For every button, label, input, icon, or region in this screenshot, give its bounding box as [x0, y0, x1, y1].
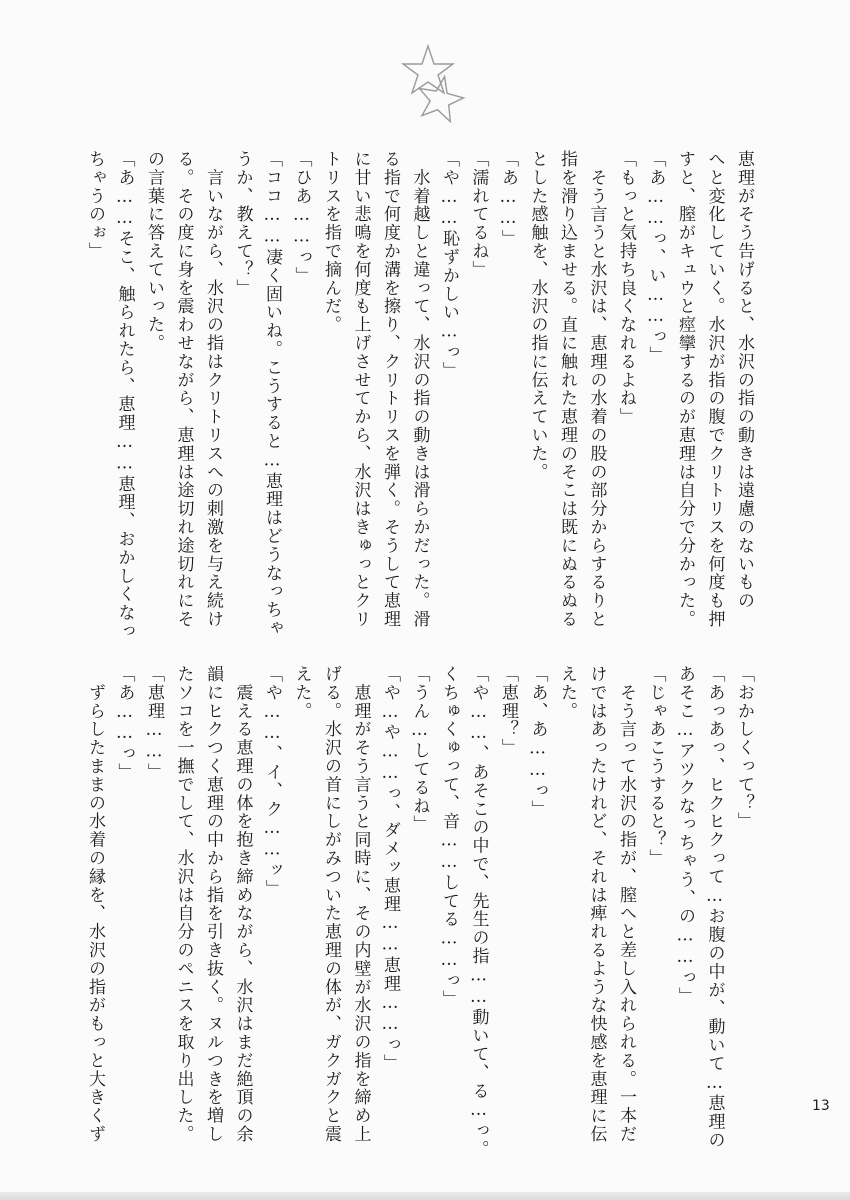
text-line: すと、膣がキュウと痙攣するのが恵理は自分で分かった。: [675, 150, 695, 629]
text-line: 「濡れてるね」: [468, 150, 489, 279]
text-line: くちゅくゅって、音……してる……っ」: [439, 665, 459, 1009]
text-line: 「おかしくって？」: [734, 665, 754, 831]
page-number: 13: [812, 1098, 830, 1114]
text-line: 「ひあ……っ」: [291, 150, 312, 285]
text-line: 震える恵理の体を抱き締めながら、水沢はまだ絶頂の余: [232, 665, 253, 1144]
text-line: 「ココ……凄く固いね。こうすると…恵理はどうなっちゃ: [262, 150, 282, 638]
text-line: あそこ…アツクなっちゃう、の……っ」: [675, 665, 695, 1006]
text-line: そう言うと水沢は、恵理の水着の股の部分からするりと: [586, 150, 607, 629]
text-line: 恵理がそう言うと同時に、その内壁が水沢の指を締め上: [350, 665, 371, 1144]
text-line: 「あ……っ」: [114, 665, 135, 782]
text-line: けではあったけれど、それは痺れるような快感を恵理に伝: [586, 665, 607, 1144]
text-line: 「恵理……」: [144, 665, 164, 782]
text-line: 「や……、イ、ク……ッ」: [262, 665, 282, 898]
text-line: えた。: [557, 665, 577, 721]
text-line: 恵理がそう告げると、水沢の指の動きは遠慮のないもの: [734, 150, 754, 610]
text-line: 「恵理？」: [498, 665, 518, 757]
text-line: 「や…や……っ、ダメッ恵理……恵理……っ」: [380, 665, 400, 1073]
top-text-block: [80, 150, 759, 650]
text-line: うか、教えて？」: [232, 150, 253, 298]
text-line: そう言って水沢の指が、膣へと差し入れられる。一本だ: [616, 665, 636, 1144]
text-line: えた。: [291, 665, 312, 721]
text-line: 「じゃあこうすると？」: [645, 665, 666, 868]
text-line: 「うん…してるね」: [409, 665, 430, 834]
text-line: ちゃうのぉ」: [85, 150, 105, 261]
text-line: に甘い悲鳴を何度も上げさせてから、水沢はきゅっとクリ: [350, 150, 371, 629]
text-line: ずらしたままの水着の縁を、水沢の指がもっと大きくず: [85, 665, 105, 1144]
text-line: 「あ……そこ、触られたら、恵理……恵理、おかしくなっ: [114, 150, 135, 641]
text-line: 「や……恥ずかしい…っ」: [439, 150, 459, 380]
text-line: 「や……、あそこの中で、先生の指……動いて、る…っ。: [468, 665, 489, 1159]
text-line: の言葉に答えていった。: [144, 150, 164, 353]
text-line: る。その度に身を震わせながら、恵理は途切れ途切れにそ: [173, 150, 194, 629]
text-line: 韻にヒクつく恵理の中から指を引き抜く。ヌルつきを増し: [203, 665, 223, 1144]
text-line: 「あ……っ、い……っ」: [645, 150, 666, 365]
text-line: る指で何度か溝を擦り、クリトリスを弾く。そうして恵理: [380, 150, 400, 629]
text-line: 「あ、あ……っ」: [527, 665, 548, 819]
text-line: 「あ……」: [498, 150, 518, 248]
text-line: 言いながら、水沢の指はクリトリスへの刺激を与え続け: [203, 150, 223, 629]
star-outline-2: [414, 72, 467, 123]
text-line: へと変化していく。水沢が指の腹でクリトリスを何度も押: [704, 150, 725, 629]
text-line: 指を滑り込ませる。直に触れた恵理のそこは既にぬるぬる: [557, 150, 577, 629]
text-line: 「もっと気持ち良くなれるよね」: [616, 150, 636, 426]
double-star-icon: [398, 42, 468, 132]
text-line: 「あっあっ、ヒクヒクって…お腹の中が、動いて…恵理の: [704, 665, 725, 1150]
text-line: 水着越しと違って、水沢の指の動きは滑らかだった。滑: [409, 150, 430, 629]
bottom-text-block: [80, 665, 759, 1185]
text-line: とした感触を、水沢の指に伝えていた。: [527, 150, 548, 482]
text-line: げる。水沢の首にしがみついた恵理の体が、ガクガクと震: [321, 665, 341, 1144]
text-line: トリスを指で摘んだ。: [321, 150, 341, 334]
text-line: たソコを一撫でして、水沢は自分のペニスを取り出した。: [173, 665, 194, 1144]
page-edge: [0, 1192, 850, 1200]
